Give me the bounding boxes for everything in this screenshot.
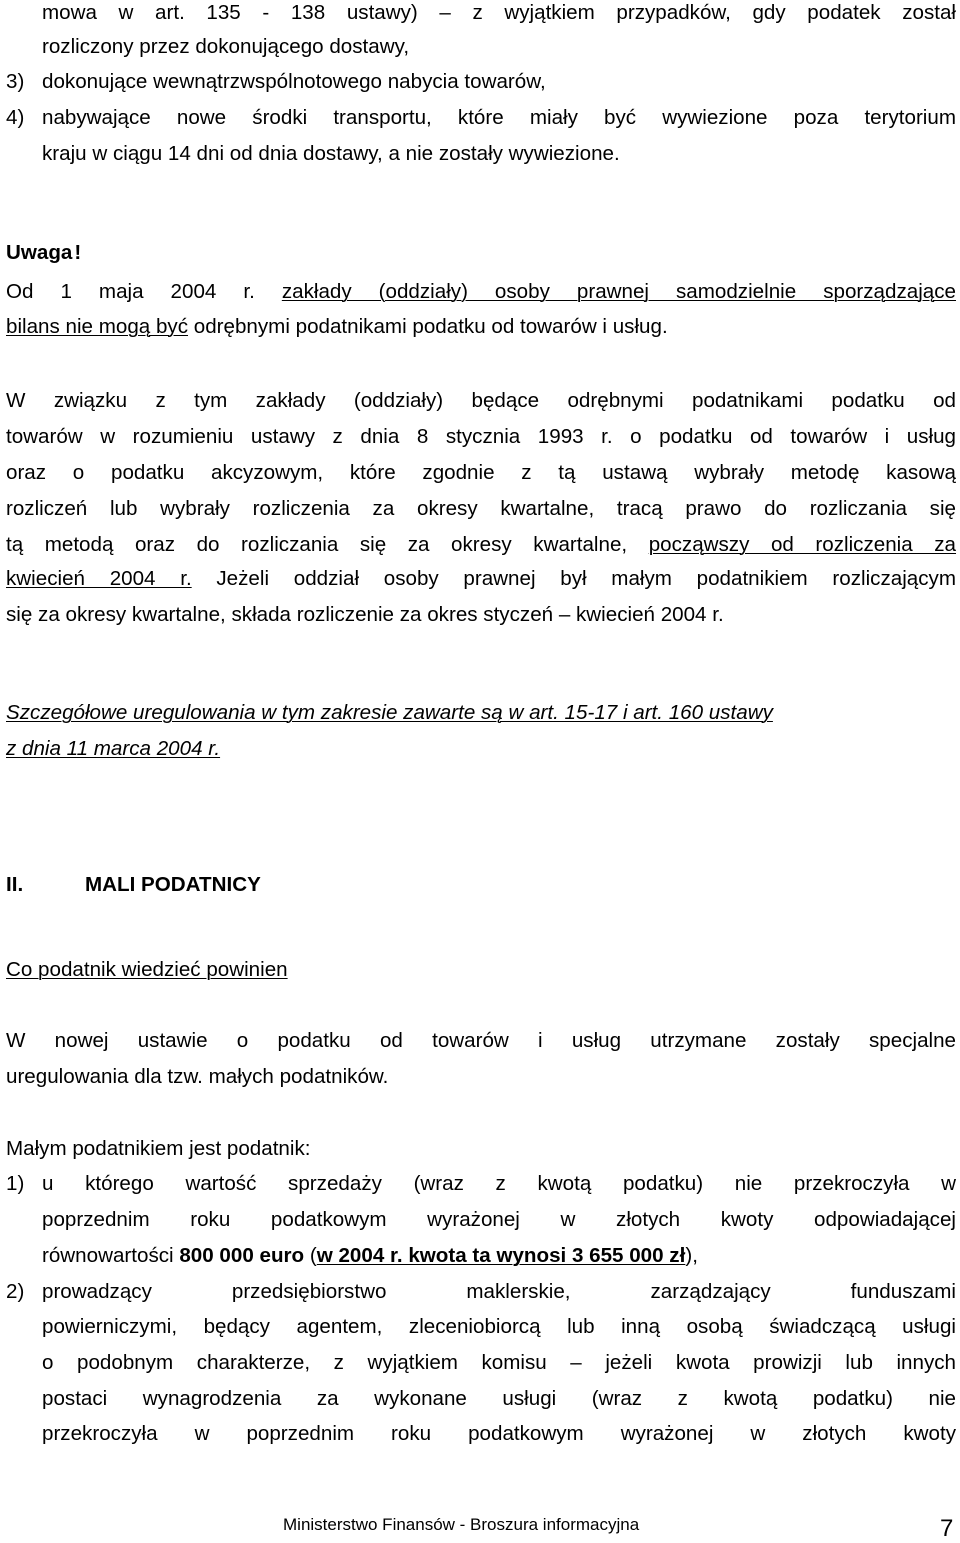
notice-paragraph-2-line-7: się za okresy kwartalne, składa rozliczenie za okres styczeń – kwiecień 2004 r. xyxy=(6,603,724,626)
section-number: II. xyxy=(6,873,24,896)
page-number: 7 xyxy=(940,1515,954,1542)
definition-item-2-line-2: powierniczymi, będący agentem, zleceniobiorcą lub inną osobą świadczącą usługi xyxy=(42,1315,956,1338)
definition-item-2-line-5: przekroczyła w poprzednim roku podatkowym wyrażonej w złotych kwoty xyxy=(42,1422,956,1445)
notice-paragraph-1-line-1 xyxy=(6,279,956,305)
definition-lead: Małym podatnikiem jest podatnik: xyxy=(6,1137,311,1160)
reference-text-2: z dnia 11 marca 2004 r. xyxy=(6,737,221,760)
notice-paragraph-1-line-2 xyxy=(6,314,668,340)
item1-text-c: ), xyxy=(685,1244,698,1267)
list-item-3-text: dokonujące wewnątrzwspólnotowego nabycia towarów, xyxy=(42,70,546,93)
definition-item-1-line-2: poprzednim roku podatkowym wyrażonej w złotych kwoty odpowiadającej xyxy=(42,1208,956,1231)
section-intro-line-2: uregulowania dla tzw. małych podatników. xyxy=(6,1065,389,1088)
section-intro-line-1: W nowej ustawie o podatku od towarów i usług utrzymane zostały specjalne xyxy=(6,1029,956,1052)
notice-p2-line5-underlined: począwszy od rozliczenia za xyxy=(648,533,957,556)
item1-text-b: ( xyxy=(304,1244,317,1267)
definition-item-2-line-3: o podobnym charakterze, z wyjątkiem komisu – jeżeli kwota prowizji lub innych xyxy=(42,1351,956,1374)
definition-item-1-line-1: u którego wartość sprzedaży (wraz z kwotą podatku) nie przekroczyła w xyxy=(42,1172,956,1195)
item1-text-a: równowartości xyxy=(42,1244,180,1267)
notice-p1-underlined: zakłady (oddziały) osoby prawnej samodzielnie sporządzające xyxy=(281,280,956,303)
continuation-line-2: rozliczony przez dokonującego dostawy, xyxy=(42,35,410,58)
reference-line-2 xyxy=(6,736,220,762)
notice-p1-plain: Od 1 maja 2004 r. xyxy=(6,280,282,303)
section-subheading-text: Co podatnik wiedzieć powinien xyxy=(6,958,288,981)
notice-paragraph-2-line-5 xyxy=(6,532,956,558)
notice-heading-text: Uwaga xyxy=(6,241,73,264)
notice-p2-line6-plain: Jeżeli oddział osoby prawnej był małym podatnikiem rozliczającym xyxy=(191,567,956,590)
definition-item-1-line-3 xyxy=(42,1243,698,1269)
notice-paragraph-2-line-6 xyxy=(6,566,956,592)
list-number-4: 4) xyxy=(6,106,25,129)
definition-item-2-line-1: prowadzący przedsiębiorstwo maklerskie, zarządzający funduszami xyxy=(42,1280,956,1303)
notice-heading-mark: ! xyxy=(74,241,82,264)
item1-euro-amount: 800 000 euro xyxy=(179,1244,305,1267)
section-subheading xyxy=(6,957,288,983)
notice-heading xyxy=(6,240,81,266)
notice-p2-line6-underlined: kwiecień 2004 r. xyxy=(6,567,192,590)
item1-pln-amount: w 2004 r. kwota ta wynosi 3 655 000 zł xyxy=(316,1244,686,1267)
list-number-1: 1) xyxy=(6,1172,25,1195)
notice-paragraph-2-line-1: W związku z tym zakłady (oddziały) będące odrębnymi podatnikami podatku od xyxy=(6,389,956,412)
footer-publisher: Ministerstwo Finansów - Broszura informacyjna xyxy=(283,1515,640,1534)
list-item-4-line-2: kraju w ciągu 14 dni od dnia dostawy, a nie zostały wywiezione. xyxy=(42,142,620,165)
definition-item-2-line-4: postaci wynagrodzenia za wykonane usługi (wraz z kwotą podatku) nie xyxy=(42,1387,956,1410)
continuation-line-1: mowa w art. 135 - 138 ustawy) – z wyjątkiem przypadków, gdy podatek został xyxy=(42,1,956,24)
notice-p2-line5-plain: tą metodą oraz do rozliczania się za okresy kwartalne, xyxy=(6,533,649,556)
list-number-3: 3) xyxy=(6,70,25,93)
notice-paragraph-2-line-2: towarów w rozumieniu ustawy z dnia 8 stycznia 1993 r. o podatku od towarów i usług xyxy=(6,425,956,448)
reference-line-1 xyxy=(6,700,773,726)
reference-text-1: Szczegółowe uregulowania w tym zakresie zawarte są w art. 15-17 i art. 160 ustawy xyxy=(6,701,773,724)
list-number-2: 2) xyxy=(6,1280,25,1303)
notice-paragraph-2-line-4: rozliczeń lub wybrały rozliczenia za okresy kwartalne, tracą prawo do rozliczania się xyxy=(6,497,956,520)
notice-p1-plain-2: odrębnymi podatnikami podatku od towarów i usług. xyxy=(188,315,668,338)
section-title: MALI PODATNICY xyxy=(85,873,261,896)
notice-paragraph-2-line-3: oraz o podatku akcyzowym, które zgodnie z tą ustawą wybrały metodę kasową xyxy=(6,461,956,484)
notice-p1-underlined-2: bilans nie mogą być xyxy=(6,315,189,338)
list-item-4-line-1: nabywające nowe środki transportu, które miały być wywiezione poza terytorium xyxy=(42,106,956,129)
